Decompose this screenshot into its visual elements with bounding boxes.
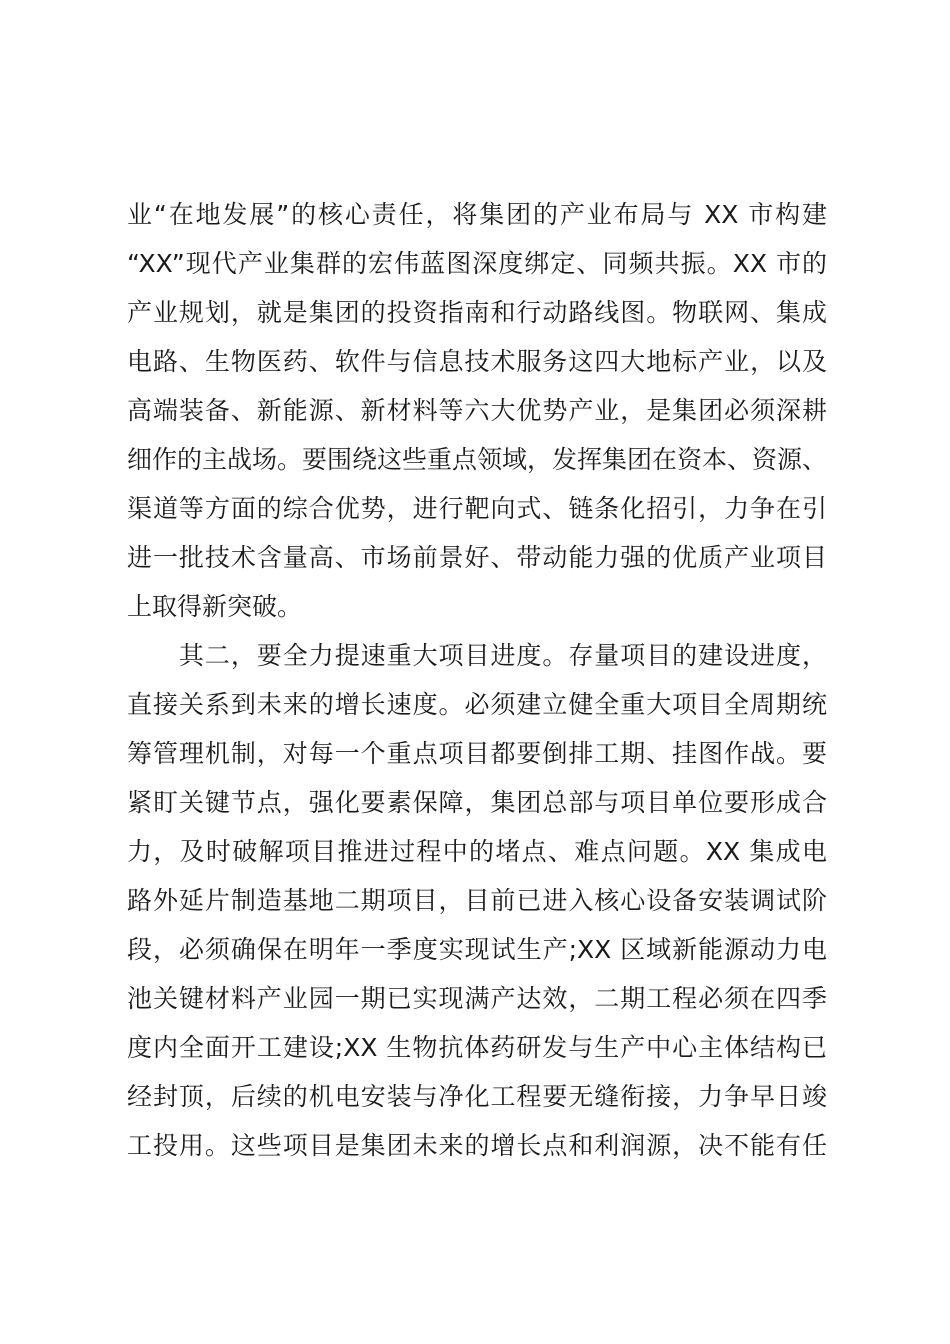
text-line: 紧盯关键节点，强化要素保障，集团总部与项目单位要形成合: [127, 788, 827, 817]
text-line: 经封顶，后续的机电安装与净化工程要无缝衔接，力争早日竣: [127, 1082, 827, 1111]
body-text: [127, 190, 827, 1170]
text-line: 渠道等方面的综合优势，进行靶向式、链条化招引，力争在引: [127, 494, 827, 523]
text-line: 力，及时破解项目推进过程中的堵点、难点问题。XX 集成电: [127, 837, 827, 866]
text-line: 电路、生物医药、软件与信息技术服务这四大地标产业，以及: [127, 347, 827, 376]
text-line: 工投用。这些项目是集团未来的增长点和利润源，决不能有任: [127, 1131, 827, 1160]
text-line: “XX”现代产业集群的宏伟蓝图深度绑定、同频共振。XX 市的: [127, 249, 827, 278]
text-line: 其二，要全力提速重大项目进度。存量项目的建设进度，: [127, 641, 827, 670]
text-line: 路外延片制造基地二期项目，目前已进入核心设备安装调试阶: [127, 886, 827, 915]
text-line: 上取得新突破。: [127, 592, 303, 621]
text-line: 进一批技术含量高、市场前景好、带动能力强的优质产业项目: [127, 543, 827, 572]
text-line: 高端装备、新能源、新材料等六大优势产业，是集团必须深耕: [127, 396, 827, 425]
text-line: 池关键材料产业园一期已实现满产达效，二期工程必须在四季: [127, 984, 827, 1013]
text-line: 段，必须确保在明年一季度实现试生产;XX 区域新能源动力电: [127, 935, 827, 964]
text-line: 直接关系到未来的增长速度。必须建立健全重大项目全周期统: [127, 690, 827, 719]
text-line: 筹管理机制，对每一个重点项目都要倒排工期、挂图作战。要: [127, 739, 827, 768]
text-line: 业“在地发展”的核心责任，将集团的产业布局与 XX 市构建: [127, 200, 827, 229]
text-line: 度内全面开工建设;XX 生物抗体药研发与生产中心主体结构已: [127, 1033, 827, 1062]
text-line: 产业规划，就是集团的投资指南和行动路线图。物联网、集成: [127, 298, 827, 327]
text-line: 细作的主战场。要围绕这些重点领域，发挥集团在资本、资源、: [127, 445, 828, 474]
